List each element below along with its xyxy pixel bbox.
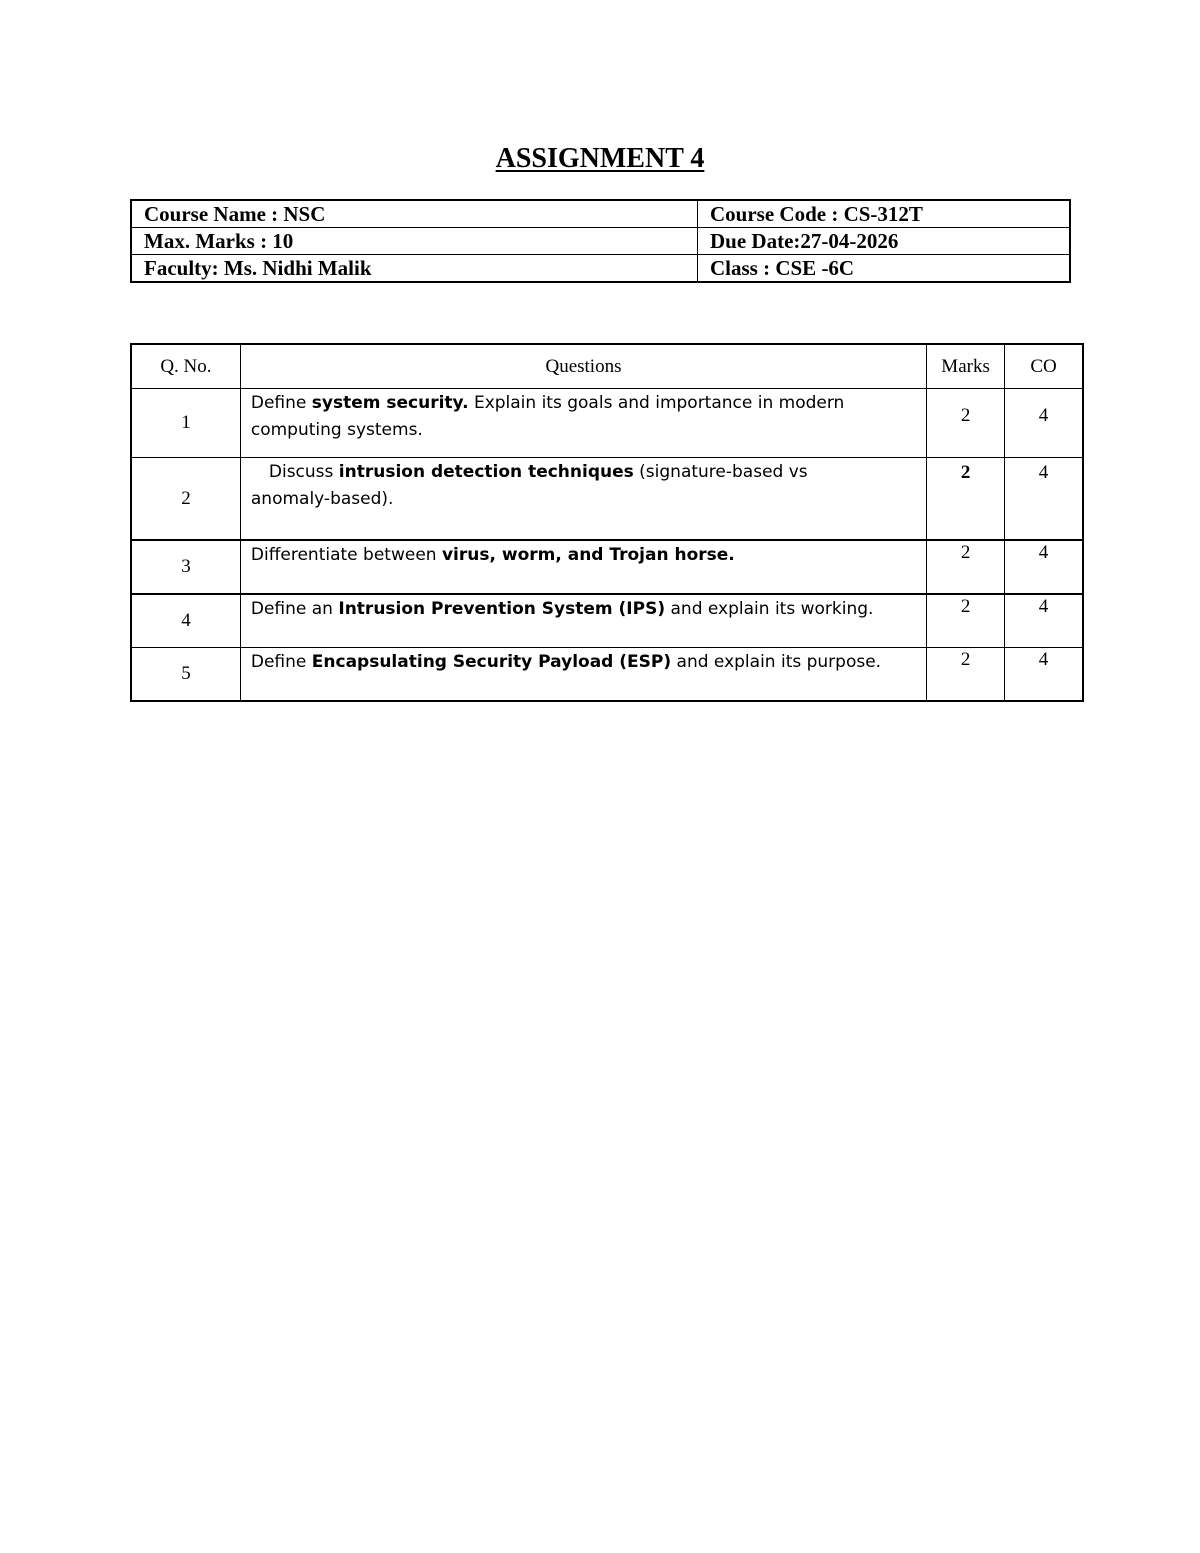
question-number: 4 xyxy=(131,594,240,648)
course-code: Course Code : CS-312T xyxy=(698,200,1071,228)
question-row xyxy=(131,594,1083,648)
header-qno: Q. No. xyxy=(131,344,240,389)
question-co: 4 xyxy=(1005,540,1083,594)
question-text-part: and explain its working. xyxy=(665,599,874,619)
info-row xyxy=(131,255,1070,283)
question-marks: 2 xyxy=(927,594,1005,648)
question-marks: 2 xyxy=(927,458,1005,541)
question-number: 3 xyxy=(131,540,240,594)
question-text-part: and explain its purpose. xyxy=(671,652,882,672)
question-text-part: Discuss xyxy=(268,462,339,482)
question-text xyxy=(240,458,926,541)
page-title: ASSIGNMENT 4 xyxy=(495,143,705,174)
question-row xyxy=(131,458,1083,541)
question-co: 4 xyxy=(1005,458,1083,541)
header-co: CO xyxy=(1005,344,1083,389)
class-name: Class : CSE -6C xyxy=(698,255,1071,283)
header-marks: Marks xyxy=(927,344,1005,389)
question-text-part: Define xyxy=(250,393,312,413)
question-text xyxy=(240,594,926,648)
question-co: 4 xyxy=(1005,389,1083,458)
question-keyword: intrusion detection techniques xyxy=(338,462,634,482)
question-row xyxy=(131,389,1083,458)
question-text-part: Define xyxy=(250,652,312,672)
question-marks: 2 xyxy=(927,648,1005,702)
question-text xyxy=(240,648,926,702)
question-number: 1 xyxy=(131,389,240,458)
course-name: Course Name : NSC xyxy=(131,200,698,228)
max-marks: Max. Marks : 10 xyxy=(131,228,698,255)
question-number: 5 xyxy=(131,648,240,702)
course-info-table xyxy=(130,199,1071,283)
question-keyword: virus, worm, and Trojan horse. xyxy=(441,545,735,565)
question-text xyxy=(240,540,926,594)
question-text xyxy=(240,389,926,458)
header-row xyxy=(131,344,1083,389)
question-text-part: Explain its goals and importance in modern computing systems. xyxy=(250,393,845,440)
question-number: 2 xyxy=(131,458,240,541)
question-text-part: (signature-based vs anomaly-based). xyxy=(250,462,808,509)
info-row xyxy=(131,200,1070,228)
faculty: Faculty: Ms. Nidhi Malik xyxy=(131,255,698,283)
question-keyword: system security. xyxy=(311,393,469,413)
question-keyword: Intrusion Prevention System (IPS) xyxy=(338,599,666,619)
due-date: Due Date:27-04-2026 xyxy=(698,228,1071,255)
info-row xyxy=(131,228,1070,255)
question-marks: 2 xyxy=(927,540,1005,594)
question-co: 4 xyxy=(1005,648,1083,702)
question-text-part: Differentiate between xyxy=(250,545,442,565)
question-marks: 2 xyxy=(927,389,1005,458)
question-keyword: Encapsulating Security Payload (ESP) xyxy=(311,652,672,672)
question-text-part: Define an xyxy=(250,599,339,619)
question-row xyxy=(131,648,1083,702)
questions-table xyxy=(130,343,1084,702)
question-co: 4 xyxy=(1005,594,1083,648)
question-row xyxy=(131,540,1083,594)
header-questions: Questions xyxy=(240,344,926,389)
